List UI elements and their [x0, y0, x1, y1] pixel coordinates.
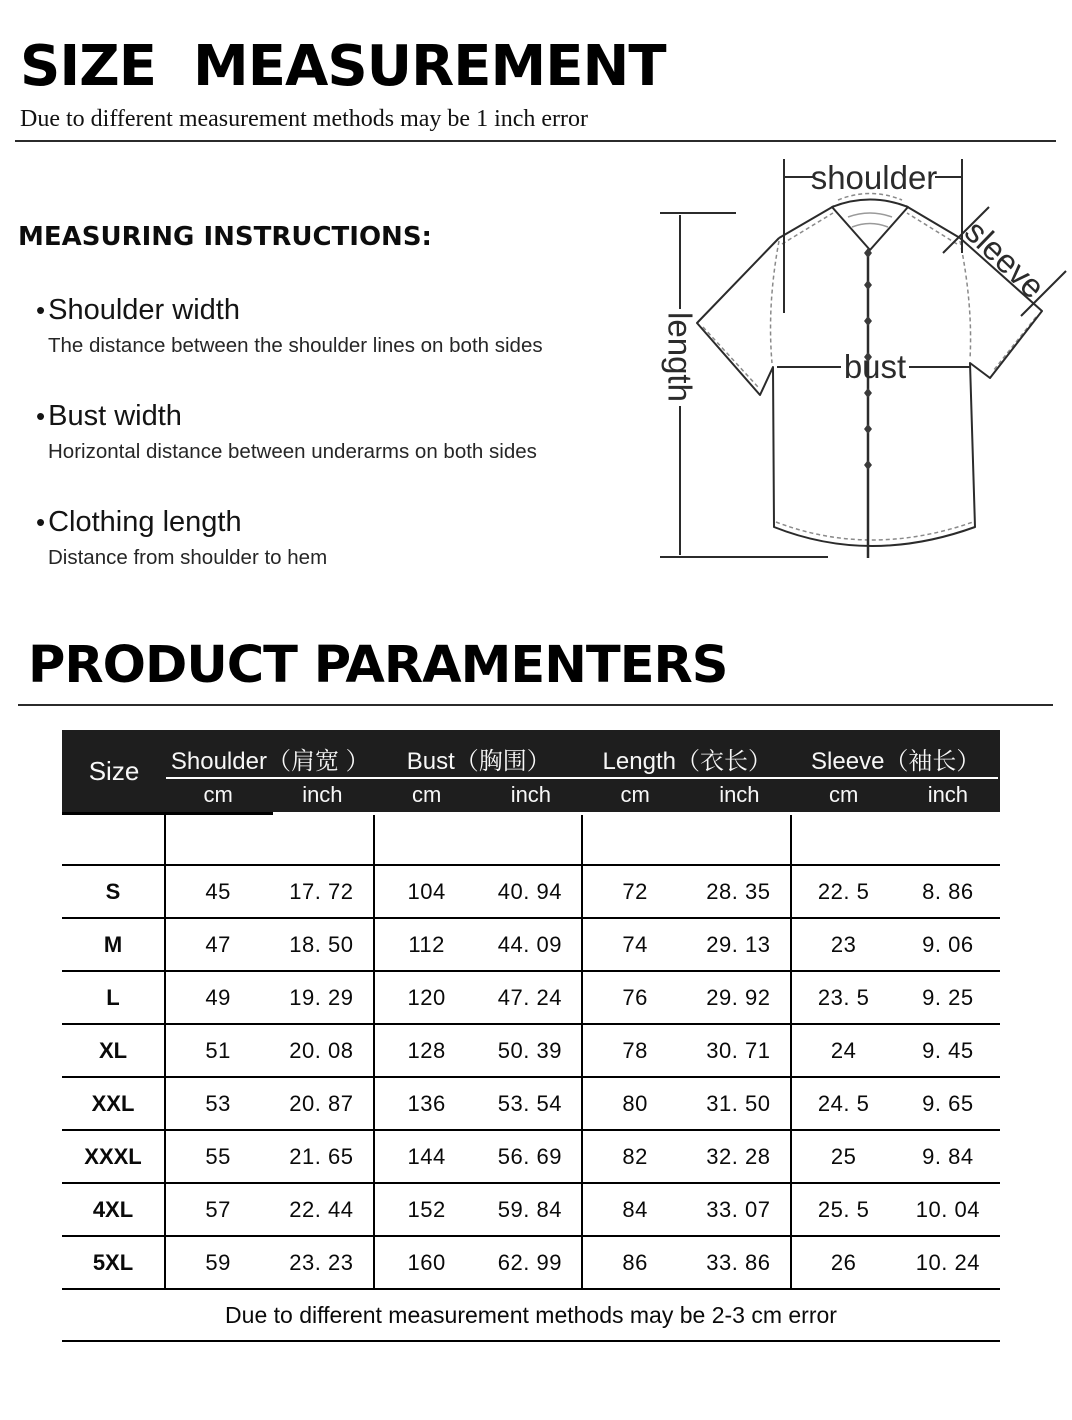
value-cell: 20. 08 [270, 1025, 374, 1076]
stitch-left-armhole [771, 241, 779, 363]
value-cell: 29. 13 [687, 919, 791, 970]
collar [832, 200, 908, 251]
value-cell: 29. 92 [687, 972, 791, 1023]
page-subtitle: Due to different measurement methods may be 1 inch error [20, 106, 589, 132]
unit-header-cm: cm [828, 782, 859, 807]
value-cell: 50. 39 [479, 1025, 583, 1076]
value-cell: 20. 87 [270, 1078, 374, 1129]
value-cell: 9. 06 [922, 931, 974, 957]
value-cell: 57 [205, 1196, 231, 1222]
value-cell: 49 [205, 984, 231, 1010]
value-cell: 47. 24 [479, 972, 583, 1023]
value-cell: 53 [205, 1090, 231, 1116]
size-table [62, 730, 1000, 1342]
size-cell: XXXL [62, 1131, 166, 1182]
table-row [62, 1025, 1000, 1078]
button-icon [864, 424, 872, 434]
unit-header-inch: inch [719, 782, 760, 807]
instruction-item-shoulder [36, 294, 596, 358]
size-cell: XXL [62, 1078, 166, 1129]
value-cell: 59 [205, 1249, 231, 1275]
page-title: SIZE MEASUREMENT [20, 34, 666, 99]
shoulder-group-header: Shoulder（肩宽 ） [170, 748, 370, 775]
value-cell: 136 [407, 1090, 446, 1116]
table-row [62, 1131, 1000, 1184]
stitch-right-armhole [960, 241, 971, 359]
size-cell: XL [62, 1025, 166, 1076]
unit-header-inch: inch [927, 782, 969, 807]
value-cell: 26 [830, 1249, 857, 1275]
table-header [62, 730, 1000, 812]
unit-header-cm: cm [203, 782, 233, 807]
sleeve-group-header: Sleeve（袖长） [811, 748, 981, 775]
value-cell: 28. 35 [687, 866, 791, 917]
value-cell: 86 [622, 1249, 648, 1275]
size-cell: 4XL [62, 1184, 166, 1235]
value-cell: 78 [622, 1037, 648, 1063]
value-cell: 32. 28 [687, 1131, 791, 1182]
value-cell: 23. 23 [270, 1237, 374, 1288]
mid-divider [18, 704, 1053, 706]
instruction-description: Horizontal distance between underarms on both sides [48, 440, 537, 463]
bullet-icon: • [36, 507, 46, 537]
value-cell: 40. 94 [479, 866, 583, 917]
table-row [62, 919, 1000, 972]
value-cell: 44. 09 [479, 919, 583, 970]
value-cell: 56. 69 [479, 1131, 583, 1182]
value-cell: 160 [407, 1249, 446, 1275]
value-cell: 18. 50 [270, 919, 374, 970]
bullet-icon: • [36, 295, 46, 325]
value-cell: 23 [830, 931, 857, 957]
value-cell: 24 [830, 1037, 857, 1063]
table-row [62, 1237, 1000, 1290]
length-label: length [661, 312, 699, 402]
length-group-header: Length（衣长） [602, 748, 772, 775]
size-cell: L [62, 972, 166, 1023]
stitch-right-shoulder [907, 213, 957, 244]
value-cell: 76 [622, 984, 648, 1010]
value-cell: 51 [205, 1037, 231, 1063]
instruction-title: Bust width [48, 400, 182, 432]
value-cell: 19. 29 [270, 972, 374, 1023]
value-cell: 144 [407, 1143, 446, 1169]
value-cell: 74 [622, 931, 648, 957]
bust-group-header: Bust（胸围） [406, 748, 551, 775]
table-body [62, 866, 1000, 1290]
value-cell: 55 [205, 1143, 231, 1169]
value-cell: 9. 84 [922, 1143, 974, 1169]
value-cell: 152 [407, 1196, 446, 1222]
value-cell: 24. 5 [817, 1090, 870, 1116]
value-cell: 22. 5 [817, 878, 870, 904]
value-cell: 23. 5 [817, 984, 870, 1010]
unit-header-inch: inch [510, 782, 552, 807]
value-cell: 33. 07 [687, 1184, 791, 1235]
value-cell: 104 [407, 878, 446, 904]
value-cell: 25. 5 [817, 1196, 870, 1222]
value-cell: 9. 45 [922, 1037, 974, 1063]
spacer-row [62, 815, 1000, 866]
shoulder-label: shoulder [810, 159, 938, 196]
value-cell: 17. 72 [270, 866, 374, 917]
value-cell: 72 [622, 878, 648, 904]
table-row [62, 972, 1000, 1025]
value-cell: 8. 86 [922, 878, 974, 904]
value-cell: 30. 71 [687, 1025, 791, 1076]
button-icon [864, 388, 872, 398]
value-cell: 47 [205, 931, 231, 957]
stitch-left-shoulder [782, 213, 833, 244]
stitch-left-cuff [703, 327, 758, 387]
shoulder-seams [779, 206, 960, 238]
button-icon [864, 460, 872, 470]
unit-header-cm: cm [620, 782, 650, 807]
value-cell: 9. 25 [922, 984, 974, 1010]
value-cell: 128 [407, 1037, 446, 1063]
value-cell: 21. 65 [270, 1131, 374, 1182]
value-cell: 84 [622, 1196, 648, 1222]
stitch-right-cuff [993, 317, 1036, 371]
value-cell: 82 [622, 1143, 648, 1169]
button-icon [864, 280, 872, 290]
value-cell: 31. 50 [687, 1078, 791, 1129]
sleeve-label: sleeve [957, 212, 1053, 306]
table-row [62, 1078, 1000, 1131]
value-cell: 33. 86 [687, 1237, 791, 1288]
size-cell: 5XL [62, 1237, 166, 1288]
value-cell: 9. 65 [922, 1090, 974, 1116]
shirt-measurement-diagram [632, 145, 1072, 620]
value-cell: 80 [622, 1090, 648, 1116]
unit-header-inch: inch [302, 782, 343, 807]
value-cell: 10. 24 [915, 1249, 980, 1275]
instruction-description: Distance from shoulder to hem [48, 546, 328, 569]
instruction-title: Shoulder width [48, 294, 240, 326]
size-cell: S [62, 866, 166, 917]
header-separator-line [166, 777, 998, 779]
value-cell: 25 [830, 1143, 857, 1169]
instruction-item-bust [36, 400, 596, 464]
value-cell: 22. 44 [270, 1184, 374, 1235]
instruction-description: The distance between the shoulder lines on both sides [48, 334, 543, 357]
table-row [62, 1184, 1000, 1237]
parameters-title: PRODUCT PARAMENTERS [28, 636, 728, 695]
bust-label: bust [843, 348, 907, 385]
unit-header-cm: cm [411, 782, 442, 807]
table-footnote: Due to different measurement methods may be 2-3 cm error [62, 1290, 1000, 1342]
size-cell: M [62, 919, 166, 970]
collar-band-lines [848, 213, 892, 227]
value-cell: 112 [408, 931, 445, 957]
instruction-item-length [36, 506, 596, 570]
value-cell: 59. 84 [479, 1184, 583, 1235]
table-row [62, 866, 1000, 919]
button-icon [864, 316, 872, 326]
value-cell: 53. 54 [479, 1078, 583, 1129]
value-cell: 45 [205, 878, 231, 904]
bullet-icon: • [36, 401, 46, 431]
instructions-heading: MEASURING INSTRUCTIONS: [18, 222, 432, 252]
instruction-title: Clothing length [48, 506, 242, 538]
value-cell: 62. 99 [479, 1237, 583, 1288]
value-cell: 10. 04 [915, 1196, 980, 1222]
value-cell: 120 [407, 984, 446, 1010]
size-column-header: Size [88, 755, 140, 786]
top-divider [15, 140, 1056, 142]
